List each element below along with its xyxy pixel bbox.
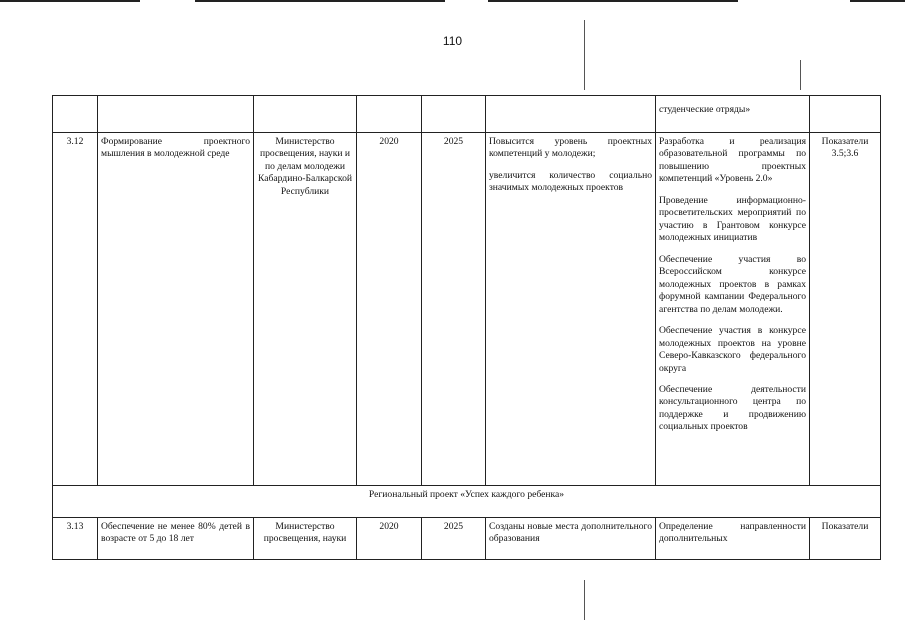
table-row [53,133,881,486]
cell-num [53,96,98,133]
program-table [52,95,881,560]
cell-results [486,96,656,133]
row-executor: Министерство просвещения, науки [254,518,357,560]
cell-start [357,96,422,133]
cell-indicators [810,96,881,133]
row-start-year: 2020 [357,518,422,560]
scan-artifact-mark [800,60,801,90]
row-name: Обеспечение не менее 80% детей в возрасте от 5 до 18 лет [98,518,254,560]
table-row-continuation [53,96,881,133]
activity-item: Обеспечение деятельности консультационного центра по поддержке и продвижению социальных проектов [659,383,806,433]
table-row [53,518,881,560]
row-executor: Министерство просвещения, науки и по делам молодежи Кабардино-Балкарской Республики [254,133,357,486]
result-item: увеличится количество социально значимых молодежных проектов [489,169,652,194]
row-results: Созданы новые места дополнительного образования [486,518,656,560]
cell-activity: студенческие отряды» [656,96,810,133]
cell-end [422,96,486,133]
activity-item: Обеспечение участия во Всероссийском конкурсе молодежных проектов в рамках форумной кампании Федерального агентства по делам молодежи. [659,253,806,315]
result-item: Повысится уровень проектных компетенций у молодежи; [489,136,652,160]
activity-item: Проведение информационно-просветительских мероприятий по участию в Грантовом конкурсе молодежных инициатив [659,194,806,244]
row-start-year: 2020 [357,133,422,486]
row-indicators: Показатели [810,518,881,560]
page-number: 110 [442,34,463,48]
scan-artifact-mark [584,580,585,620]
cell-name [98,96,254,133]
row-name: Формирование проектного мышления в молодежной среде [98,133,254,486]
row-number: 3.13 [53,518,98,560]
scan-artifact-line [0,0,140,2]
row-indicators: Показатели 3.5;3.6 [810,133,881,486]
activity-item: Разработка и реализация образовательной программы по повышению проектных компетенций «Уровень 2.0» [659,136,806,185]
row-results [486,133,656,486]
row-end-year: 2025 [422,133,486,486]
scan-artifact-line [488,0,738,2]
row-activities [656,133,810,486]
row-number: 3.12 [53,133,98,486]
activity-item: Обеспечение участия в конкурсе молодежных проектов на уровне Северо-Кавказского федерального округа [659,325,806,374]
section-title: Региональный проект «Успех каждого ребенка» [53,486,881,518]
section-header-row [53,486,881,518]
scan-artifact-mark [584,20,585,90]
row-activities: Определение направленности дополнительных [656,518,810,560]
scan-artifact-line [195,0,445,2]
row-end-year: 2025 [422,518,486,560]
scan-artifact-line [850,0,905,2]
cell-executor [254,96,357,133]
